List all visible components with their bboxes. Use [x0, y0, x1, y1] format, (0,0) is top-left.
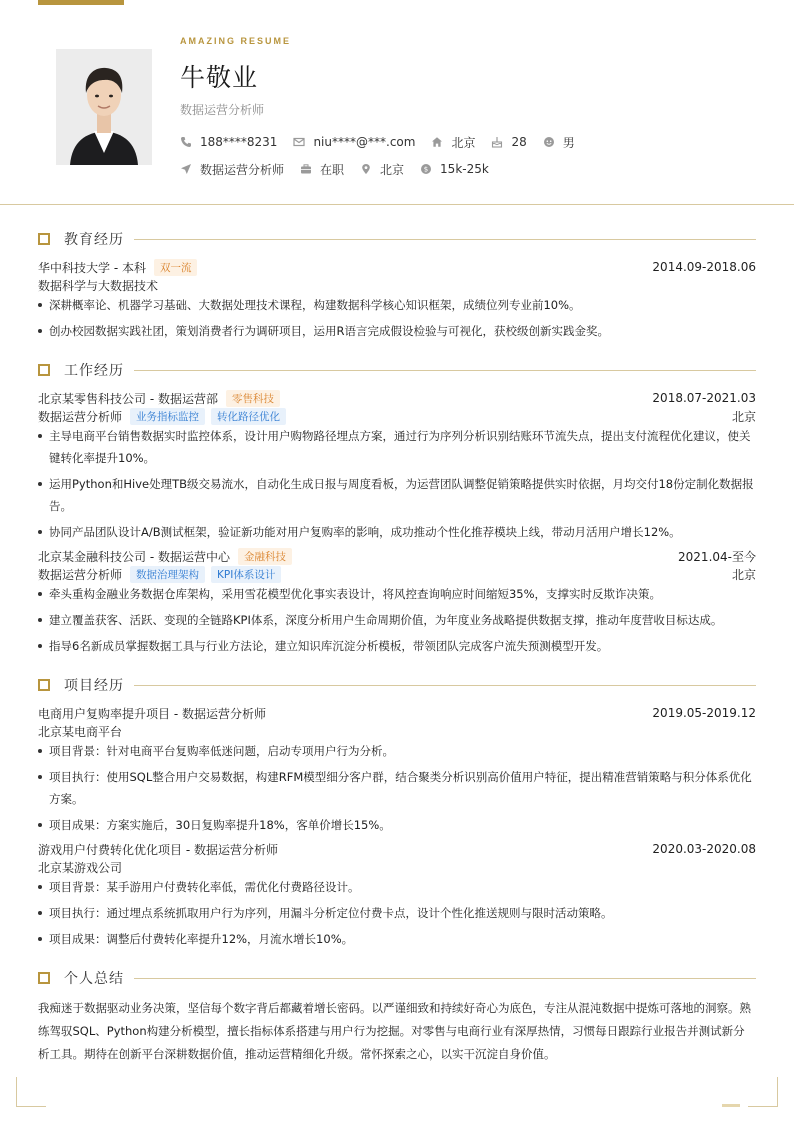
list-item: 建立覆盖获客、活跃、变现的全链路KPI体系，深度分析用户生命周期价值，为年度业务战略提供数据支撑，推动年度营收目标达成。 [38, 609, 756, 631]
role: 数据运营分析师 [38, 409, 123, 424]
phone-info: 188****8231 [180, 135, 277, 149]
gender-icon [543, 136, 555, 148]
send-icon [180, 163, 192, 175]
corner-decoration [748, 1077, 778, 1107]
work-role-row [38, 407, 756, 425]
project-entry-header [38, 840, 756, 858]
section-marker-icon [38, 972, 50, 984]
list-item: 指导6名新成员掌握数据工具与行业方法论，建立知识库沉淀分析模板，带领团队完成客户流失预测模型开发。 [38, 635, 756, 657]
work-entry-header [38, 389, 756, 407]
resume-header [0, 0, 794, 205]
briefcase-icon [300, 163, 312, 175]
role-tag: KPI体系设计 [211, 566, 281, 583]
email-info: niu****@***.com [293, 135, 415, 149]
list-item: 项目背景：某手游用户付费转化率低，需优化付费路径设计。 [38, 876, 756, 898]
age-info: 28 [491, 135, 526, 149]
work-role-row [38, 565, 756, 583]
salary-info: $ 15k-25k [420, 162, 489, 176]
list-item: 牵头重构金融业务数据仓库架构，采用雪花模型优化事实表设计，将风控查询响应时间缩短35%，支撑实时反欺诈决策。 [38, 583, 756, 605]
company-name: 北京某金融科技公司 - 数据运营中心 [38, 549, 230, 564]
work-city: 北京 [731, 567, 756, 582]
section-work: 工作经历 [38, 361, 756, 379]
mail-icon [293, 136, 305, 148]
work-entry-header [38, 547, 756, 565]
list-item: 协同产品团队设计A/B测试框架，验证新功能对用户复购率的影响，成功推动个性化推荐模块上线，带动月活用户增长12%。 [38, 521, 756, 543]
section-divider [134, 685, 756, 686]
list-item: 深耕概率论、机器学习基础、大数据处理技术课程，构建数据科学核心知识框架，成绩位列专业前10%。 [38, 294, 756, 316]
list-item: 运用Python和Hive处理TB级交易流水，自动化生成日报与周度看板，为运营团队调整促销策略提供实时依据，月均交付18份定制化数据报告。 [38, 473, 756, 517]
education-date: 2014.09-2018.06 [652, 260, 756, 274]
project-org: 北京某电商平台 [38, 724, 123, 739]
svg-text:$: $ [423, 165, 429, 174]
location-icon [360, 163, 372, 175]
summary-text: 我痴迷于数据驱动业务决策，坚信每个数字背后都藏着增长密码。以严谨细致和持续好奇心为底色，专注从混沌数据中提炼可落地的洞察。熟练驾驭SQL、Python构建分析模型，擅长指标体系搭建与用户行为挖掘。对零售与电商行业有深厚热情，习惯每日跟踪行业报告并测试新分析工具。期待在创新平台深耕数据价值，推动运营精细化升级。常怀探索之心，以实干沉淀自身价值。 [38, 1001, 751, 1061]
list-item: 主导电商平台销售数据实时监控体系，设计用户购物路径埋点方案，通过行为序列分析识别结账环节流失点，提出支付流程优化建议，使关键转化率提升10%。 [38, 425, 756, 469]
role-tag: 数据治理架构 [130, 566, 205, 583]
job-intent-row [180, 160, 505, 178]
project-date: 2020.03-2020.08 [652, 842, 756, 856]
list-item: 项目成果：调整后付费转化率提升12%，月流水增长10%。 [38, 928, 756, 950]
school-name: 华中科技大学 - 本科 [38, 260, 146, 275]
project-org-row [38, 722, 756, 740]
home-info: 北京 [431, 134, 475, 151]
candidate-name: 牛敬业 [180, 63, 259, 92]
contact-row [180, 133, 591, 151]
target-role-info: 数据运营分析师 [180, 161, 284, 178]
project-entry-header [38, 704, 756, 722]
list-item: 项目成果：方案实施后，30日复购率提升18%，客单价增长15%。 [38, 814, 756, 836]
cake-icon [491, 136, 503, 148]
section-education: 教育经历 [38, 230, 756, 248]
project-name: 电商用户复购率提升项目 - 数据运营分析师 [38, 706, 266, 721]
status-info: 在职 [300, 161, 344, 178]
work-date: 2018.07-2021.03 [652, 391, 756, 405]
company-tag: 零售科技 [226, 390, 280, 407]
project-org-row [38, 858, 756, 876]
list-item: 项目执行：通过埋点系统抓取用户行为序列，用漏斗分析定位付费卡点，设计个性化推送规则与限时活动策略。 [38, 902, 756, 924]
work-date: 2021.04-至今 [678, 549, 756, 564]
project-name: 游戏用户付费转化优化项目 - 数据运营分析师 [38, 842, 278, 857]
gender-info: 男 [543, 134, 575, 151]
education-entry-header [38, 258, 756, 276]
project-org: 北京某游戏公司 [38, 860, 123, 875]
phone-icon [180, 136, 192, 148]
section-divider [134, 978, 756, 979]
company-tag: 金融科技 [238, 548, 292, 565]
work-city: 北京 [731, 409, 756, 424]
list-item: 创办校园数据实践社团，策划消费者行为调研项目，运用R语言完成假设检验与可视化，获校级创新实践金奖。 [38, 320, 756, 342]
avatar [56, 49, 152, 165]
brand-label: AMAZING RESUME [180, 36, 291, 46]
project-date: 2019.05-2019.12 [652, 706, 756, 720]
school-tag: 双一流 [154, 259, 198, 276]
corner-decoration [16, 1077, 46, 1107]
major: 数据科学与大数据技术 [38, 278, 159, 293]
section-marker-icon [38, 233, 50, 245]
target-city-info: 北京 [360, 161, 404, 178]
role-tag: 转化路径优化 [211, 408, 286, 425]
section-marker-icon [38, 364, 50, 376]
section-summary: 个人总结 [38, 969, 756, 987]
money-icon [420, 163, 432, 175]
company-name: 北京某零售科技公司 - 数据运营部 [38, 391, 218, 406]
list-item: 项目执行：使用SQL整合用户交易数据，构建RFM模型细分客户群，结合聚类分析识别高价值用户特征，提出精准营销策略与积分体系优化方案。 [38, 766, 756, 810]
section-divider [134, 370, 756, 371]
section-marker-icon [38, 679, 50, 691]
role-tag: 业务指标监控 [130, 408, 205, 425]
candidate-title: 数据运营分析师 [180, 103, 265, 117]
section-projects: 项目经历 [38, 676, 756, 694]
footer-accent-bar [722, 1104, 740, 1107]
section-divider [134, 239, 756, 240]
list-item: 项目背景：针对电商平台复购率低迷问题，启动专项用户行为分析。 [38, 740, 756, 762]
home-icon [431, 136, 443, 148]
role: 数据运营分析师 [38, 567, 123, 582]
education-major-row [38, 276, 756, 294]
